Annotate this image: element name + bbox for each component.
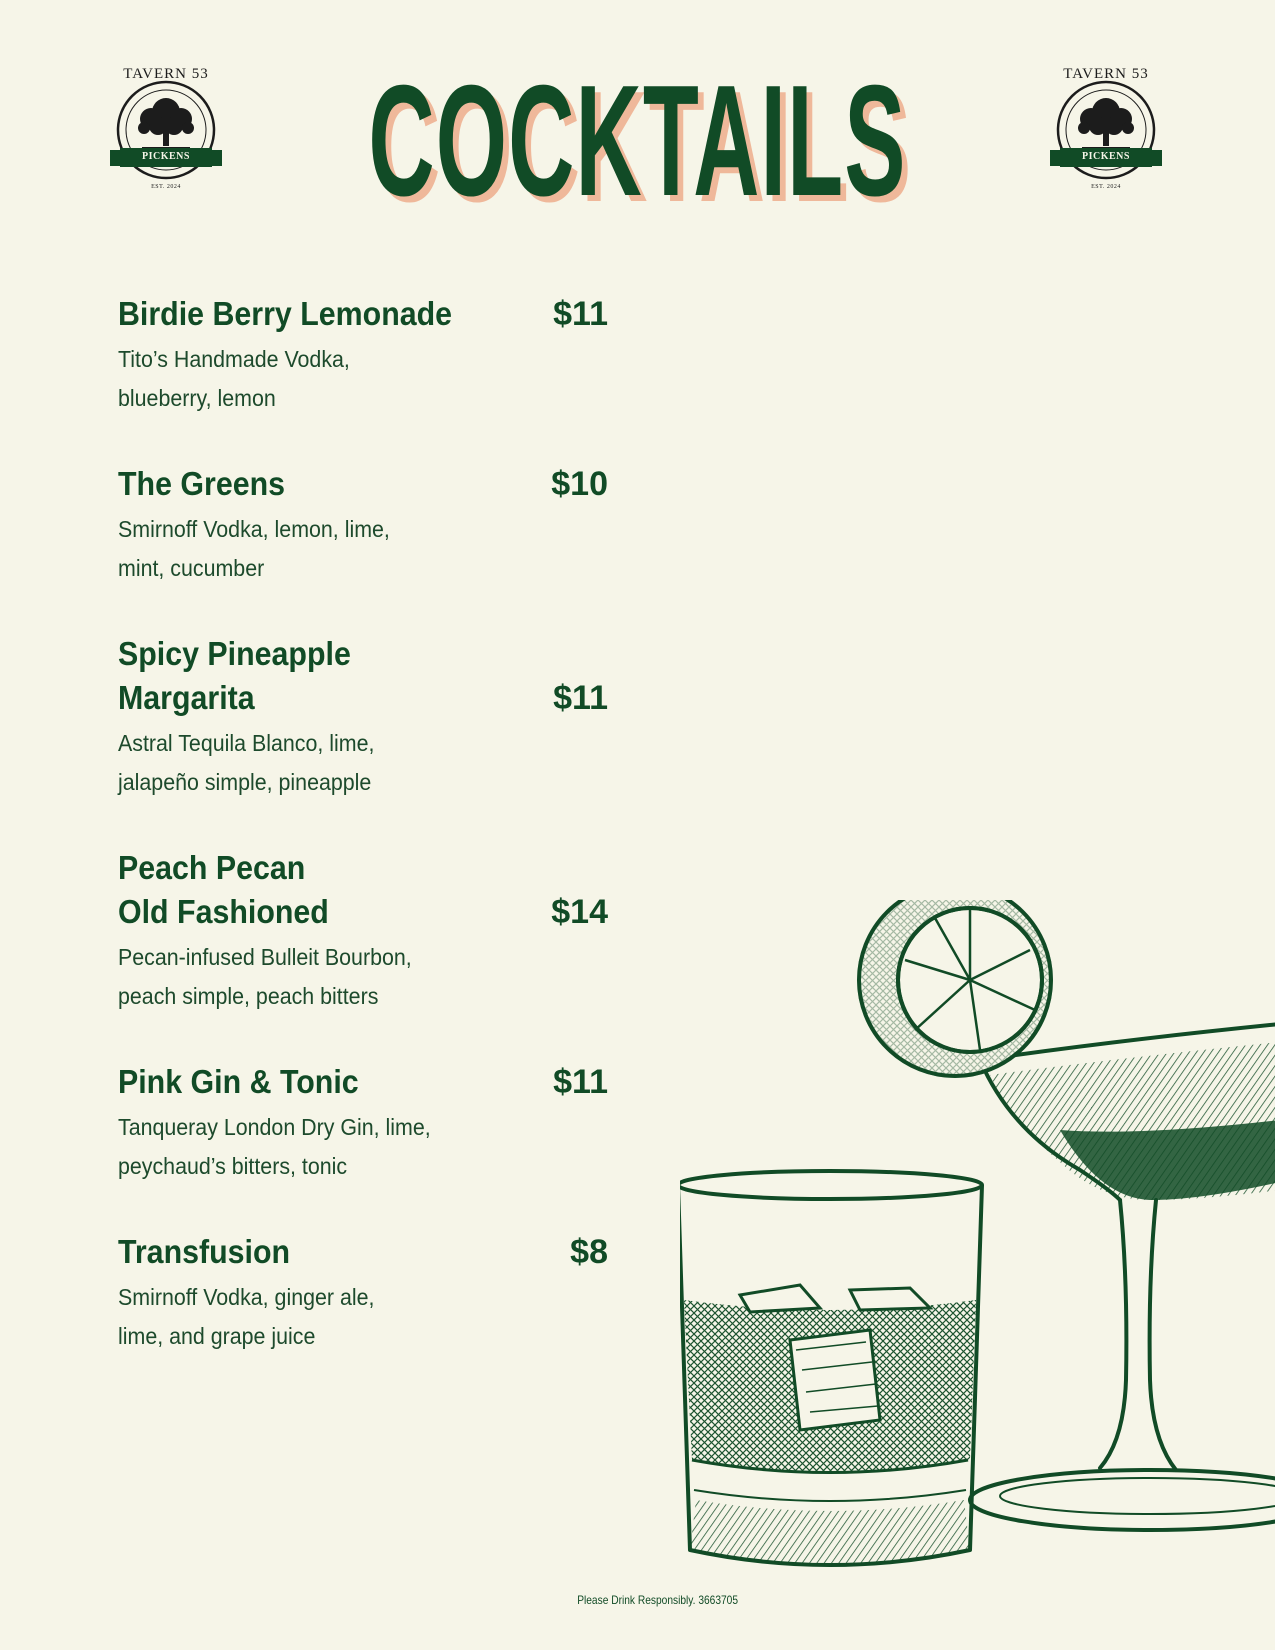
logo-est-text: EST. 2024 [1091,184,1121,190]
item-name: Pink Gin & Tonic [118,1063,359,1100]
page-title: COCKTAILS [368,53,907,229]
item-description: Astral Tequila Blanco, lime, jalapeño simple, pineapple [118,730,375,795]
menu-item [118,1060,608,1186]
item-description: Tanqueray London Dry Gin, lime, peychaud’s bitters, tonic [118,1114,431,1179]
item-description: Tito’s Handmade Vodka, blueberry, lemon [118,346,350,411]
item-price: $14 [551,893,608,931]
tavern-logo-right [1046,64,1166,200]
logo-top-text: TAVERN 53 [1063,66,1149,82]
item-name: The Greens [118,465,286,502]
item-description: Smirnoff Vodka, lemon, lime, mint, cucumber [118,516,390,581]
logo-banner-text: PICKENS [142,151,190,162]
item-price: $10 [551,465,608,503]
logo-banner-text: PICKENS [1082,151,1130,162]
menu-item [118,462,608,588]
item-description: Smirnoff Vodka, ginger ale, lime, and grape juice [118,1284,375,1349]
tree-emblem-icon [106,64,226,200]
logo-est-text: EST. 2024 [151,184,181,190]
item-price: $11 [553,295,608,333]
item-description: Pecan-infused Bulleit Bourbon, peach simple, peach bitters [118,944,412,1009]
menu-item [118,632,608,802]
tavern-logo-left [106,64,226,200]
menu-item [118,1230,608,1356]
menu-item [118,292,608,418]
cocktail-menu [118,292,608,1400]
footer-text: Please Drink Responsibly. 3663705 [577,1593,738,1607]
footer-disclaimer [0,1593,1275,1607]
tree-emblem-icon [1046,64,1166,200]
item-name: Peach Pecan Old Fashioned [118,849,329,930]
item-name: Birdie Berry Lemonade [118,295,453,332]
menu-item [118,846,608,1016]
logo-top-text: TAVERN 53 [123,66,209,82]
item-price: $11 [553,1063,608,1101]
lime-wheel-icon [859,900,1051,1076]
item-price: $11 [553,679,608,717]
item-name: Spicy Pineapple Margarita [118,635,351,716]
item-price: $8 [570,1233,608,1271]
cocktail-glasses-illustration [680,900,1275,1620]
item-name: Transfusion [118,1233,291,1270]
